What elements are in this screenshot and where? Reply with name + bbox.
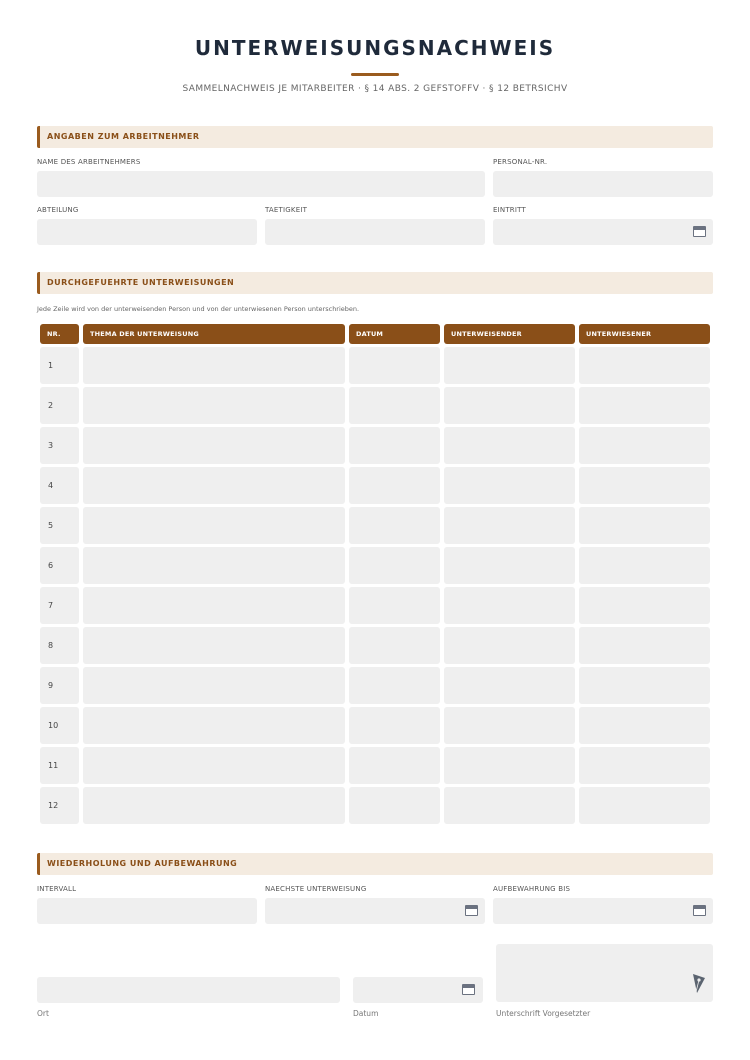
cell-nr [40,707,79,744]
ort-label: Ort [37,1009,49,1018]
cell-unterwiesener[interactable] [579,747,710,784]
cell-nr [40,387,79,424]
aufbewahrung-label: AUFBEWAHRUNG BIS [493,885,571,893]
title-underline [351,73,399,76]
page-title: UNTERWEISUNGSNACHWEIS [194,36,556,60]
cell-unterwiesener[interactable] [579,627,710,664]
cell-unterwiesener[interactable] [579,547,710,584]
section-repeat-title: WIEDERHOLUNG UND AUFBEWAHRUNG [47,859,238,868]
row-number: 6 [48,561,54,570]
intervall-label: INTERVALL [37,885,77,893]
cell-unterweisender[interactable] [444,427,575,464]
section-instructions-header [37,272,713,294]
cell-unterweisender[interactable] [444,387,575,424]
ort-field[interactable] [37,977,340,1003]
cell-datum[interactable] [349,627,440,664]
cell-nr [40,507,79,544]
cell-nr [40,747,79,784]
cell-unterweisender[interactable] [444,587,575,624]
row-number: 2 [48,401,54,410]
cell-datum[interactable] [349,427,440,464]
cell-unterweisender[interactable] [444,547,575,584]
column-header-nr: NR. [40,324,79,344]
row-number: 4 [48,481,54,490]
cell-datum[interactable] [349,707,440,744]
cell-nr [40,427,79,464]
row-number: 11 [48,761,59,770]
aufbewahrung-field[interactable] [493,898,713,924]
cell-nr [40,667,79,704]
cell-thema[interactable] [83,747,345,784]
cell-unterwiesener[interactable] [579,507,710,544]
cell-datum[interactable] [349,507,440,544]
cell-unterwiesener[interactable] [579,667,710,704]
personal-nr-field[interactable] [493,171,713,197]
cell-thema[interactable] [83,347,345,384]
row-number: 8 [48,641,54,650]
cell-datum[interactable] [349,347,440,384]
signature-label: Unterschrift Vorgesetzter [496,1009,591,1018]
cell-datum[interactable] [349,747,440,784]
abteilung-label: ABTEILUNG [37,206,79,214]
cell-thema[interactable] [83,387,345,424]
cell-nr [40,467,79,504]
abteilung-field[interactable] [37,219,257,245]
cell-unterweisender[interactable] [444,787,575,824]
cell-unterweisender[interactable] [444,347,575,384]
column-header-unterweisender: UNTERWEISENDER [444,324,575,344]
cell-unterweisender[interactable] [444,707,575,744]
calendar-icon[interactable] [693,905,706,916]
cell-unterwiesener[interactable] [579,707,710,744]
naechste-unterweisung-field[interactable] [265,898,485,924]
section-employee-header [37,126,713,148]
cell-thema[interactable] [83,427,345,464]
employee-name-field[interactable] [37,171,485,197]
page-subtitle: SAMMELNACHWEIS JE MITARBEITER · § 14 ABS. 2 GEFSTOFFV · § 12 BETRSICHV [182,84,568,94]
row-number: 7 [48,601,54,610]
cell-unterwiesener[interactable] [579,427,710,464]
cell-unterwiesener[interactable] [579,587,710,624]
cell-unterweisender[interactable] [444,507,575,544]
row-number: 1 [48,361,54,370]
cell-unterweisender[interactable] [444,627,575,664]
column-header-thema: THEMA DER UNTERWEISUNG [83,324,345,344]
datum-label: Datum [353,1009,379,1018]
signature-box[interactable] [496,944,713,1002]
cell-thema[interactable] [83,667,345,704]
pen-nib-icon [691,972,707,994]
cell-datum[interactable] [349,587,440,624]
cell-unterwiesener[interactable] [579,787,710,824]
cell-thema[interactable] [83,547,345,584]
cell-datum[interactable] [349,467,440,504]
section-repeat-header [37,853,713,875]
section-instructions-title: DURCHGEFUEHRTE UNTERWEISUNGEN [47,278,235,287]
cell-thema[interactable] [83,787,345,824]
cell-nr [40,627,79,664]
row-number: 9 [48,681,54,690]
name-label: NAME DES ARBEITNEHMERS [37,158,141,166]
cell-thema[interactable] [83,587,345,624]
cell-thema[interactable] [83,467,345,504]
personal-nr-label: PERSONAL-NR. [493,158,548,166]
instructions-note: Jede Zeile wird von der unterweisenden Person und von der unterwiesenen Person unterschrieben. [37,305,360,313]
eintritt-date-field[interactable] [493,219,713,245]
cell-datum[interactable] [349,547,440,584]
cell-unterweisender[interactable] [444,667,575,704]
cell-unterwiesener[interactable] [579,347,710,384]
cell-unterweisender[interactable] [444,747,575,784]
row-number: 3 [48,441,54,450]
calendar-icon[interactable] [693,226,706,237]
calendar-icon[interactable] [462,984,475,995]
taetigkeit-field[interactable] [265,219,485,245]
naechste-unterweisung-label: NAECHSTE UNTERWEISUNG [265,885,367,893]
cell-thema[interactable] [83,627,345,664]
eintritt-label: EINTRITT [493,206,526,214]
taetigkeit-label: TAETIGKEIT [265,206,308,214]
cell-nr [40,587,79,624]
calendar-icon[interactable] [465,905,478,916]
section-employee-title: ANGABEN ZUM ARBEITNEHMER [47,132,200,141]
cell-unterwiesener[interactable] [579,467,710,504]
cell-unterwiesener[interactable] [579,387,710,424]
cell-thema[interactable] [83,707,345,744]
cell-nr [40,547,79,584]
cell-nr [40,787,79,824]
cell-datum[interactable] [349,787,440,824]
cell-unterweisender[interactable] [444,467,575,504]
cell-datum[interactable] [349,387,440,424]
cell-nr [40,347,79,384]
row-number: 10 [48,721,59,730]
intervall-field[interactable] [37,898,257,924]
column-header-unterwiesener: UNTERWIESENER [579,324,710,344]
cell-thema[interactable] [83,507,345,544]
row-number: 12 [48,801,59,810]
column-header-datum: DATUM [349,324,440,344]
cell-datum[interactable] [349,667,440,704]
row-number: 5 [48,521,54,530]
